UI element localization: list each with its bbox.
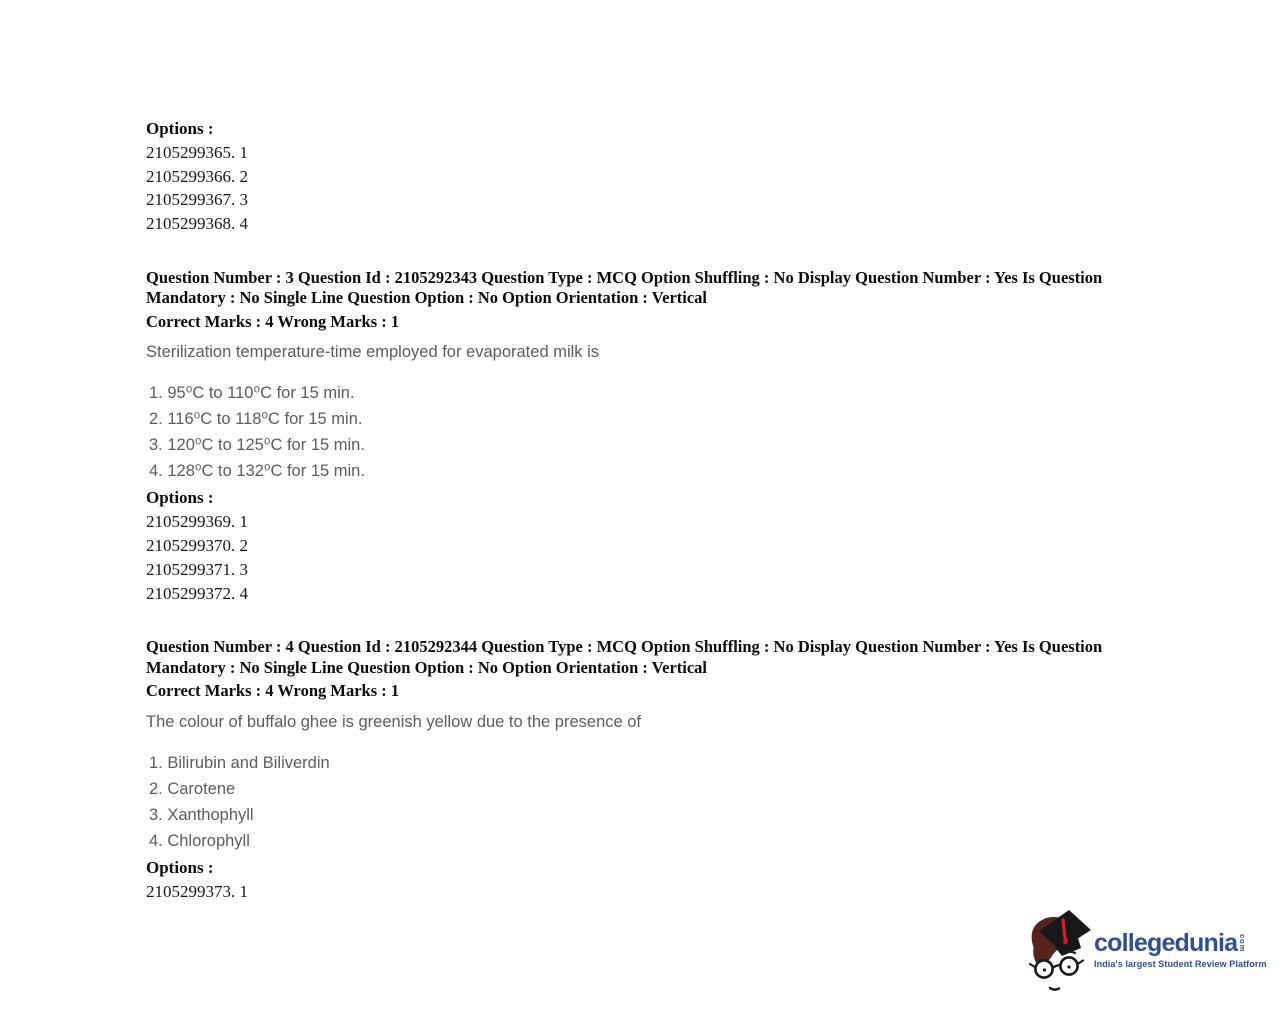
choice-item: 4. Chlorophyll [149,831,250,850]
collegedunia-logo [1026,906,1267,994]
choice-item: 4. 128⁰C to 132⁰C for 15 min. [149,462,365,481]
question-4-block [146,637,1158,903]
choice-item: 1. 95⁰C to 110⁰C for 15 min. [149,384,355,403]
exam-document-content [146,117,1158,904]
options-label: Options : [146,857,214,877]
question-2-options-block [146,117,1158,236]
question-marks: Correct Marks : 4 Wrong Marks : 1 [146,681,400,701]
question-meta: Question Number : 4 Question Id : 2105292344 Question Type : MCQ Option Shuffling : No Display Question Number : Yes Is Question Mandatory : No Single Line Question Option : No Option Orientation : Vertical [146,637,1103,677]
question-marks: Correct Marks : 4 Wrong Marks : 1 [146,311,400,331]
options-label: Options : [146,488,214,508]
brand-tagline: India's largest Student Review Platform [1094,959,1267,969]
choice-item: 3. Xanthophyll [149,805,254,824]
collegedunia-wordmark [1094,930,1267,969]
choice-item: 2. 116⁰C to 118⁰C for 15 min. [149,410,363,429]
option-id: 2105299368. 4 [146,214,248,234]
brand-name: collegedunia [1094,929,1238,957]
question-meta: Question Number : 3 Question Id : 2105292343 Question Type : MCQ Option Shuffling : No Display Question Number : Yes Is Question Mandatory : No Single Line Question Option : No Option Orientation : Vertical [146,267,1103,308]
choice-item: 1. Bilirubin and Biliverdin [149,753,330,772]
choice-list [146,380,1158,484]
options-label: Options : [146,119,214,138]
question-text: The colour of buffalo ghee is greenish yellow due to the presence of [146,712,642,731]
option-id: 2105299369. 1 [146,512,248,532]
option-id: 2105299373. 1 [146,881,248,901]
option-id: 2105299366. 2 [146,166,248,186]
option-id: 2105299367. 3 [146,190,248,210]
question-3-block [146,268,1158,605]
collegedunia-mascot-icon [1026,906,1092,994]
option-id: 2105299371. 3 [146,559,248,579]
brand-tld: com [1238,934,1248,953]
question-text: Sterilization temperature-time employed for evaporated milk is [146,343,600,362]
choice-item: 3. 120⁰C to 125⁰C for 15 min. [149,436,365,455]
option-id: 2105299370. 2 [146,536,248,556]
option-id: 2105299365. 1 [146,142,248,162]
choice-item: 2. Carotene [149,779,236,798]
option-id: 2105299372. 4 [146,583,248,603]
choice-list [146,750,1158,854]
